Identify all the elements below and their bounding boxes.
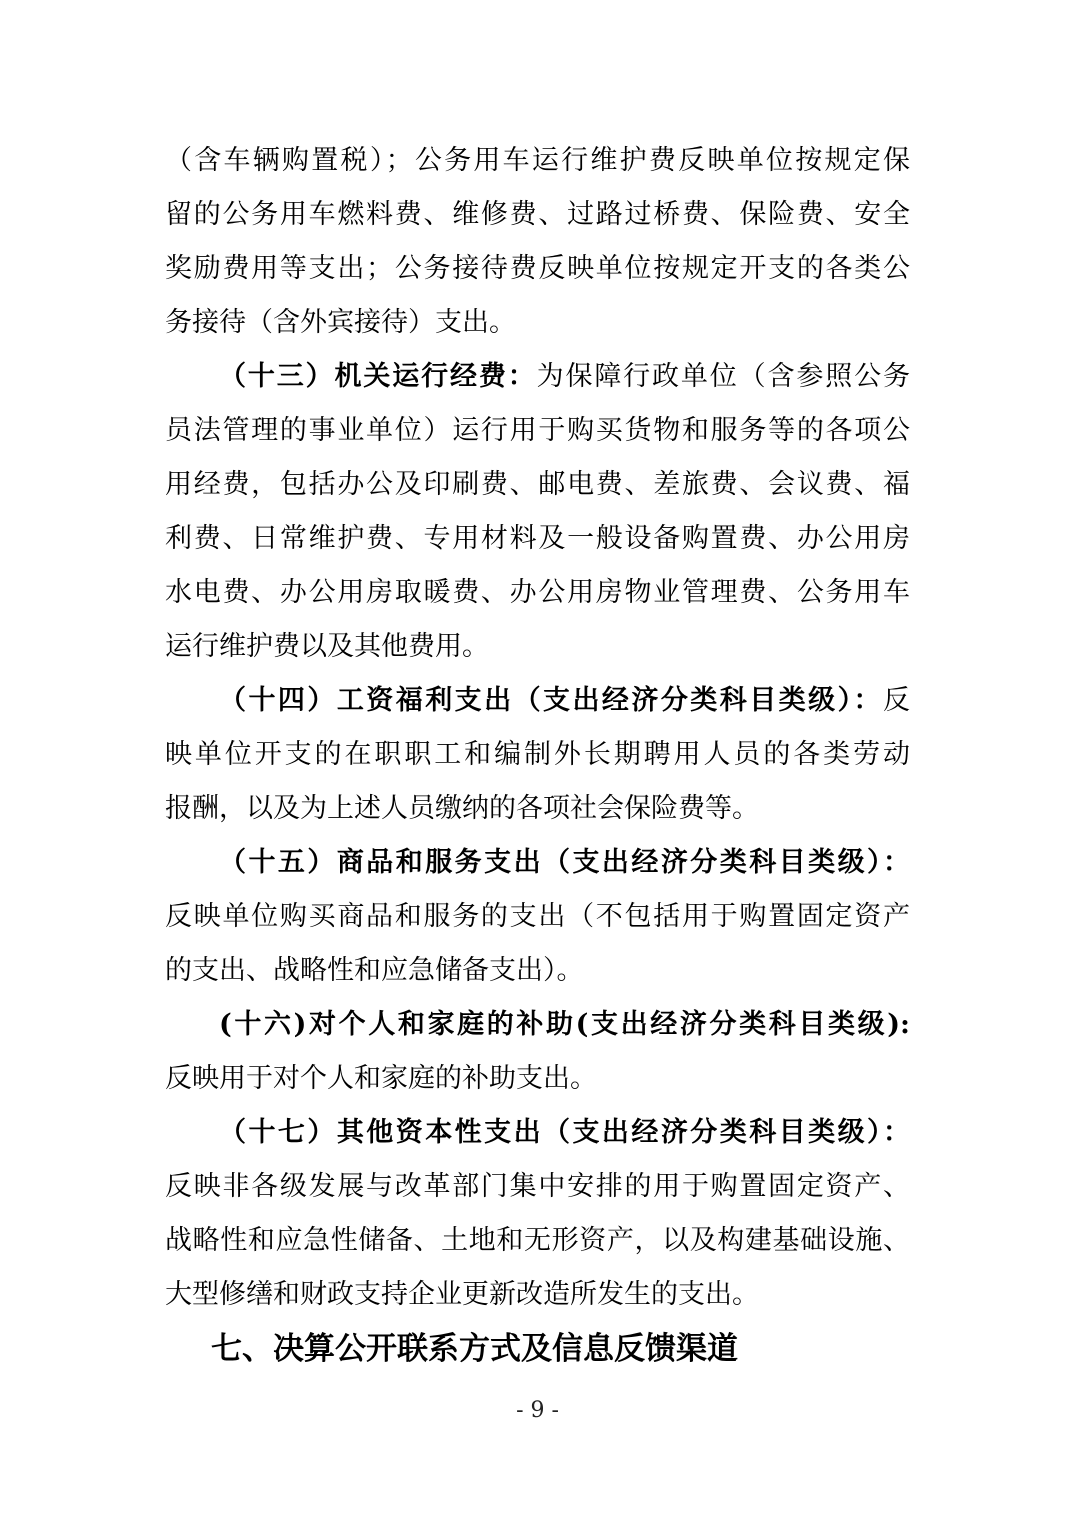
bold-text-segment: （十七）其他资本性支出（支出经济分类科目类级）： [219,1117,910,1148]
text-segment: 利费、日常维护费、专用材料及一般设备购置费、办公用房 [165,523,910,554]
text-line [165,242,910,296]
text-segment: 大型修缮和财政支持企业更新改造所发生的支出。 [165,1279,759,1310]
paragraph [165,836,910,998]
text-line [165,1268,910,1322]
text-line [165,1160,910,1214]
text-line [165,566,910,620]
section-heading [165,1322,910,1376]
text-line [165,1214,910,1268]
bold-text-segment: （十五）商品和服务支出（支出经济分类科目类级）： [219,847,910,878]
text-segment: 留的公务用车燃料费、维修费、过路过桥费、保险费、安全 [165,199,910,230]
paragraph [165,350,910,674]
text-line [165,134,910,188]
text-line [165,512,910,566]
bold-text-segment: （十三）机关运行经费： [219,361,537,392]
text-segment: 务接待（含外宾接待）支出。 [165,307,516,338]
paragraph [165,1106,910,1322]
text-line [165,404,910,458]
text-line [165,620,910,674]
text-line [165,458,910,512]
text-segment: 反映单位购买商品和服务的支出（不包括用于购置固定资产 [165,901,910,932]
bold-text-segment: (十六)对个人和家庭的补助(支出经济分类科目类级): [219,1009,910,1040]
text-line [165,728,910,782]
text-segment: （含车辆购置税）；公务用车运行维护费反映单位按规定保 [165,145,910,176]
text-segment: 员法管理的事业单位）运行用于购买货物和服务等的各项公 [165,415,910,446]
text-line [165,1106,910,1160]
text-segment: 反 [883,685,910,716]
text-line [165,296,910,350]
text-segment: 战略性和应急性储备、土地和无形资产，以及构建基础设施、 [165,1225,910,1256]
paragraph [165,674,910,836]
text-line [165,350,910,404]
text-segment: 奖励费用等支出；公务接待费反映单位按规定开支的各类公 [165,253,910,284]
text-line [165,998,910,1052]
text-segment: 水电费、办公用房取暖费、办公用房物业管理费、公务用车 [165,577,910,608]
text-line [165,1322,910,1376]
text-line [165,1052,910,1106]
text-line [165,674,910,728]
text-segment: 运行维护费以及其他费用。 [165,631,489,662]
text-line [165,890,910,944]
text-line [165,944,910,998]
page-number: - 9 - [516,1398,559,1423]
paragraph [165,998,910,1106]
document-body [165,134,910,1376]
bold-text-segment: 七、决算公开联系方式及信息反馈渠道 [211,1331,738,1367]
text-segment: 用经费，包括办公及印刷费、邮电费、差旅费、会议费、福 [165,469,910,500]
paragraph [165,134,910,350]
bold-text-segment: （十四）工资福利支出（支出经济分类科目类级）： [219,685,883,716]
text-segment: 为保障行政单位（含参照公务 [536,361,910,392]
text-line [165,188,910,242]
text-segment: 报酬，以及为上述人员缴纳的各项社会保险费等。 [165,793,759,824]
text-line [165,782,910,836]
text-segment: 反映用于对个人和家庭的补助支出。 [165,1063,597,1094]
text-line [165,836,910,890]
text-segment: 的支出、战略性和应急储备支出）。 [165,955,584,986]
text-segment: 反映非各级发展与改革部门集中安排的用于购置固定资产、 [165,1171,910,1202]
text-segment: 映单位开支的在职职工和编制外长期聘用人员的各类劳动 [165,739,910,770]
